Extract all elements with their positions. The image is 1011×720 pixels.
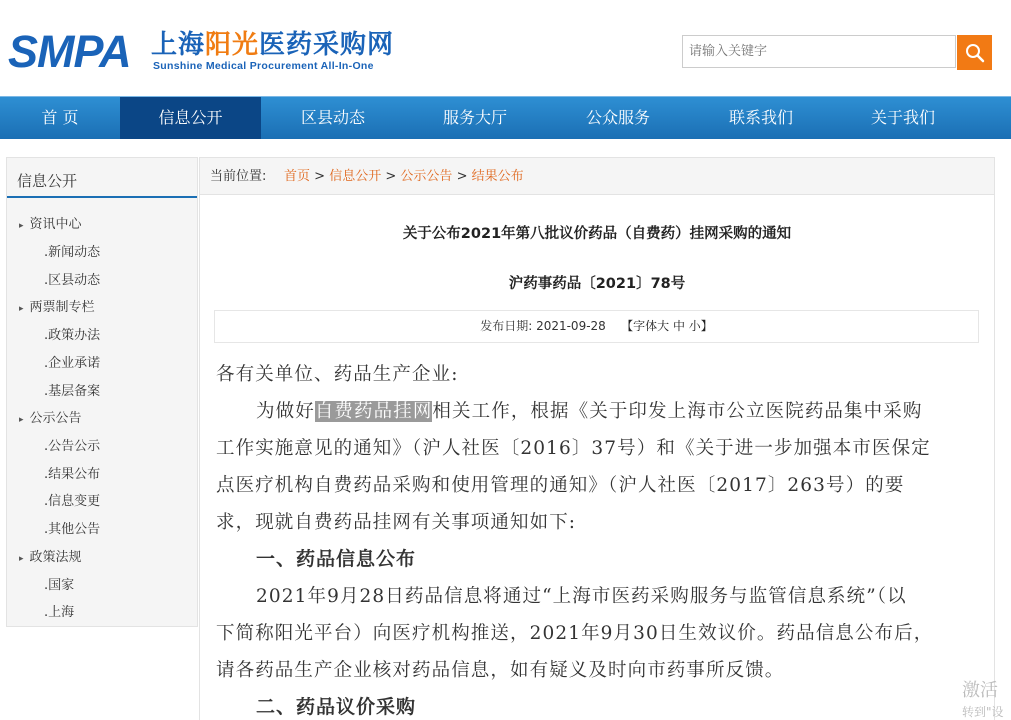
salutation: 各有关单位、药品生产企业: <box>216 364 459 385</box>
logo-smpa-text: SMPA <box>8 26 131 77</box>
article-meta <box>214 310 979 343</box>
paragraph-2-line-1: 2021年9月28日药品信息将通过“上海市医药采购服务与监管信息系统”（以 <box>256 586 907 607</box>
sidebar-group-announcements[interactable]: ▸ 公示公告 <box>19 411 82 426</box>
sidebar-item-commitment[interactable]: .企业承诺 <box>44 356 101 371</box>
logo-chinese-name: 上海阳光医药采购网 <box>151 30 395 60</box>
paragraph-1-line-4: 求，现就自费药品挂网有关事项通知如下: <box>216 512 577 533</box>
sidebar-item-shanghai[interactable]: .上海 <box>44 605 75 620</box>
article-title: 关于公布2021年第八批议价药品（自费药）挂网采购的通知 <box>402 226 792 242</box>
breadcrumb: 当前位置: 首页 > 信息公开 > 公示公告 > 结果公布 <box>200 157 994 195</box>
publish-date: 2021-09-28 <box>536 319 606 333</box>
site-header <box>0 0 1011 96</box>
paragraph-2-line-3: 请各药品生产企业核对药品信息，如有疑义及时向市药事所反馈。 <box>216 660 785 681</box>
font-size-control: 【字体大 中 小】 <box>621 319 713 333</box>
caret-right-icon: ▸ <box>19 415 24 425</box>
nav-item-about-us[interactable]: 关于我们 <box>870 108 935 127</box>
nav-item-info-disclosure[interactable]: 信息公开 <box>120 97 261 139</box>
activation-watermark: 激活 <box>962 680 998 701</box>
logo-english-name: Sunshine Medical Procurement All-In-One <box>153 60 374 72</box>
document-number: 沪药事药品〔2021〕78号 <box>508 276 686 292</box>
sidebar-item-changes[interactable]: .信息变更 <box>44 494 101 509</box>
section-heading-1: 一、药品信息公布 <box>256 548 417 570</box>
search-input[interactable] <box>682 35 956 68</box>
paragraph-2-line-2: 下简称阳光平台）向医疗机构推送，2021年9月30日生效议价。药品信息公布后， <box>216 623 934 644</box>
date-label: 发布日期: <box>480 319 533 333</box>
breadcrumb-home[interactable]: 首页 <box>284 169 311 184</box>
sidebar-item-policy[interactable]: .政策办法 <box>44 328 101 343</box>
section-heading-2: 二、药品议价采购 <box>256 696 417 718</box>
caret-right-icon: ▸ <box>19 221 24 231</box>
sidebar-item-district[interactable]: .区县动态 <box>44 273 101 288</box>
paragraph-1-line-1: 为做好自费药品挂网相关工作，根据《关于印发上海市公立医院药品集中采购 <box>256 401 923 422</box>
main-nav <box>0 96 1011 139</box>
paragraph-1-line-3: 点医疗机构自费药品采购和使用管理的通知》（沪人社医〔2017〕263号）的要 <box>216 475 905 496</box>
nav-item-home[interactable]: 首 页 <box>41 108 79 127</box>
paragraph-1-line-2: 工作实施意见的通知》（沪人社医〔2016〕37号）和《关于进一步加强本市医保定 <box>216 438 931 459</box>
sidebar-item-other[interactable]: .其他公告 <box>44 522 101 537</box>
search-button[interactable] <box>957 35 992 70</box>
nav-item-district-news[interactable]: 区县动态 <box>300 108 365 127</box>
sidebar-title: 信息公开 <box>7 158 197 198</box>
activation-watermark-sub: 转到"设 <box>962 705 1004 719</box>
breadcrumb-label: 当前位置: <box>210 169 267 184</box>
nav-item-service-hall[interactable]: 服务大厅 <box>442 108 507 127</box>
search-bar <box>682 35 992 70</box>
breadcrumb-info-disclosure[interactable]: 信息公开 <box>329 169 382 184</box>
font-size-medium[interactable]: 中 <box>672 319 685 333</box>
sidebar-group-regulations[interactable]: ▸ 政策法规 <box>19 550 82 565</box>
sidebar-group-two-invoice[interactable]: ▸ 两票制专栏 <box>19 300 95 315</box>
sidebar-item-notice[interactable]: .公告公示 <box>44 439 101 454</box>
caret-right-icon: ▸ <box>19 304 24 314</box>
nav-item-public-service[interactable]: 公众服务 <box>585 108 650 127</box>
sidebar <box>6 157 198 627</box>
sidebar-item-filing[interactable]: .基层备案 <box>44 384 101 399</box>
sidebar-item-news[interactable]: .新闻动态 <box>44 245 101 260</box>
sidebar-group-news-center[interactable]: ▸ 资讯中心 <box>19 217 82 232</box>
font-size-small[interactable]: 小 <box>688 319 701 333</box>
font-size-large[interactable]: 大 <box>657 319 670 333</box>
sidebar-item-results[interactable]: .结果公布 <box>44 467 101 482</box>
sidebar-item-national[interactable]: .国家 <box>44 578 75 593</box>
breadcrumb-results[interactable]: 结果公布 <box>471 169 524 184</box>
search-icon <box>965 43 985 63</box>
breadcrumb-announcements[interactable]: 公示公告 <box>400 169 453 184</box>
caret-right-icon: ▸ <box>19 554 24 564</box>
nav-item-contact-us[interactable]: 联系我们 <box>728 108 793 127</box>
highlighted-text: 自费药品挂网 <box>314 401 433 422</box>
